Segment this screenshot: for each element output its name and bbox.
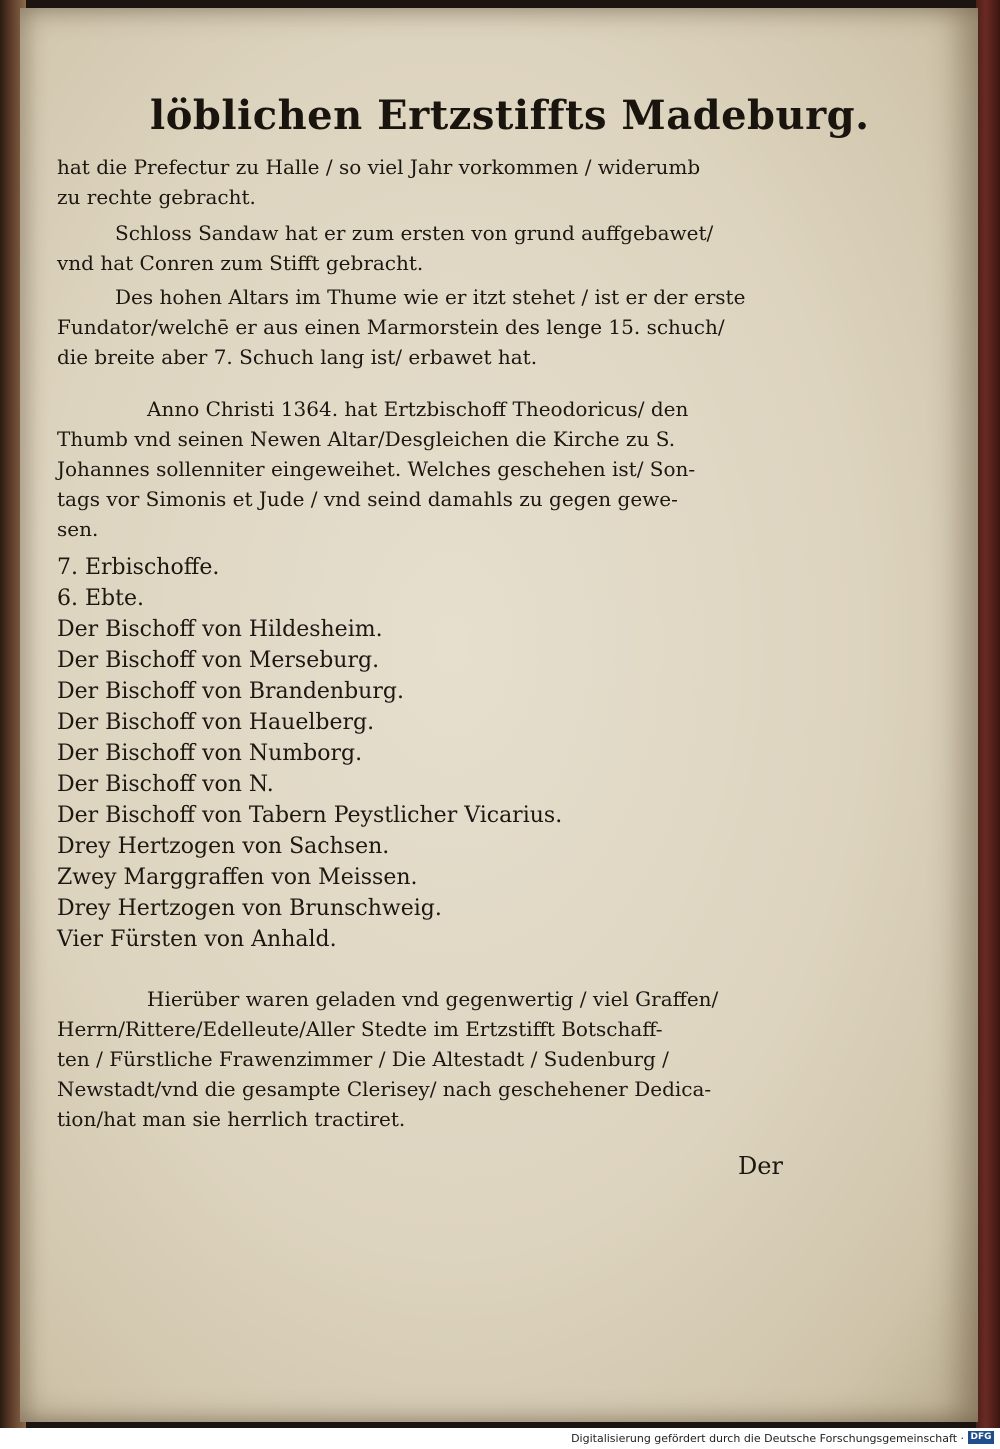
text-line: sen. — [57, 517, 99, 541]
catchword: Der — [738, 1152, 783, 1180]
text-line: hat die Prefectur zu Halle / so viel Jahr vorkommen / widerumb — [57, 155, 701, 179]
text-line: vnd hat Conren zum Stifft gebracht. — [57, 251, 424, 275]
list-item: 6. Ebte. — [57, 586, 144, 611]
footer-bar — [0, 1428, 1000, 1449]
dfg-logo-icon: DFG — [968, 1431, 994, 1444]
text-line: tion/hat man sie herrlich tractiret. — [57, 1107, 406, 1131]
attendee-list — [57, 552, 817, 955]
text-line: tags vor Simonis et Jude / vnd seind damahls zu gegen gewe- — [57, 487, 678, 511]
text-line: Schloss Sandaw hat er zum ersten von grund auffgebawet/ — [115, 221, 714, 245]
paragraph-3 — [57, 282, 817, 372]
list-item: Vier Fürsten von Anhald. — [57, 927, 337, 952]
book-binding-right — [976, 0, 1000, 1428]
text-line: Thumb vnd seinen Newen Altar/Desgleichen die Kirche zu S. — [57, 427, 676, 451]
list-item: Der Bischoff von Brandenburg. — [57, 679, 404, 704]
list-item: Der Bischoff von Tabern Peystlicher Vicarius. — [57, 803, 563, 828]
text-line: Anno Christi 1364. hat Ertzbischoff Theodoricus/ den — [147, 397, 689, 421]
list-item: Der Bischoff von Hildesheim. — [57, 617, 383, 642]
text-line: Herrn/Rittere/Edelleute/Aller Stedte im Ertzstifft Botschaff- — [57, 1017, 663, 1041]
text-line: ten / Fürstliche Frawenzimmer / Die Altestadt / Sudenburg / — [57, 1047, 669, 1071]
list-item: Drey Hertzogen von Brunschweig. — [57, 896, 442, 921]
list-item: Der Bischoff von N. — [57, 772, 274, 797]
text-line: Newstadt/vnd die gesampte Clerisey/ nach geschehener Dedica- — [57, 1077, 712, 1101]
page-heading: löblichen Ertzstiffts Madeburg. — [150, 92, 870, 139]
paragraph-5 — [57, 984, 817, 1134]
list-item: Der Bischoff von Merseburg. — [57, 648, 380, 673]
list-item: 7. Erbischoffe. — [57, 555, 220, 580]
funding-credit: Digitalisierung gefördert durch die Deutsche Forschungsgemeinschaft · — [571, 1432, 964, 1445]
paragraph-2 — [57, 218, 817, 278]
text-line: Fundator/welchē er aus einen Marmorstein des lenge 15. schuch/ — [57, 315, 725, 339]
text-line: Des hohen Altars im Thume wie er itzt stehet / ist er der erste — [115, 285, 746, 309]
list-item: Der Bischoff von Hauelberg. — [57, 710, 375, 735]
paragraph-1 — [57, 152, 817, 212]
list-item: Der Bischoff von Numborg. — [57, 741, 363, 766]
text-line: Johannes sollenniter eingeweihet. Welches geschehen ist/ Son- — [57, 457, 696, 481]
list-item: Drey Hertzogen von Sachsen. — [57, 834, 390, 859]
text-line: Hierüber waren geladen vnd gegenwertig / viel Graffen/ — [147, 987, 719, 1011]
list-item: Zwey Marggraffen von Meissen. — [57, 865, 418, 890]
paragraph-4 — [57, 394, 817, 544]
text-line: die breite aber 7. Schuch lang ist/ erbawet hat. — [57, 345, 538, 369]
text-line: zu rechte gebracht. — [57, 185, 256, 209]
